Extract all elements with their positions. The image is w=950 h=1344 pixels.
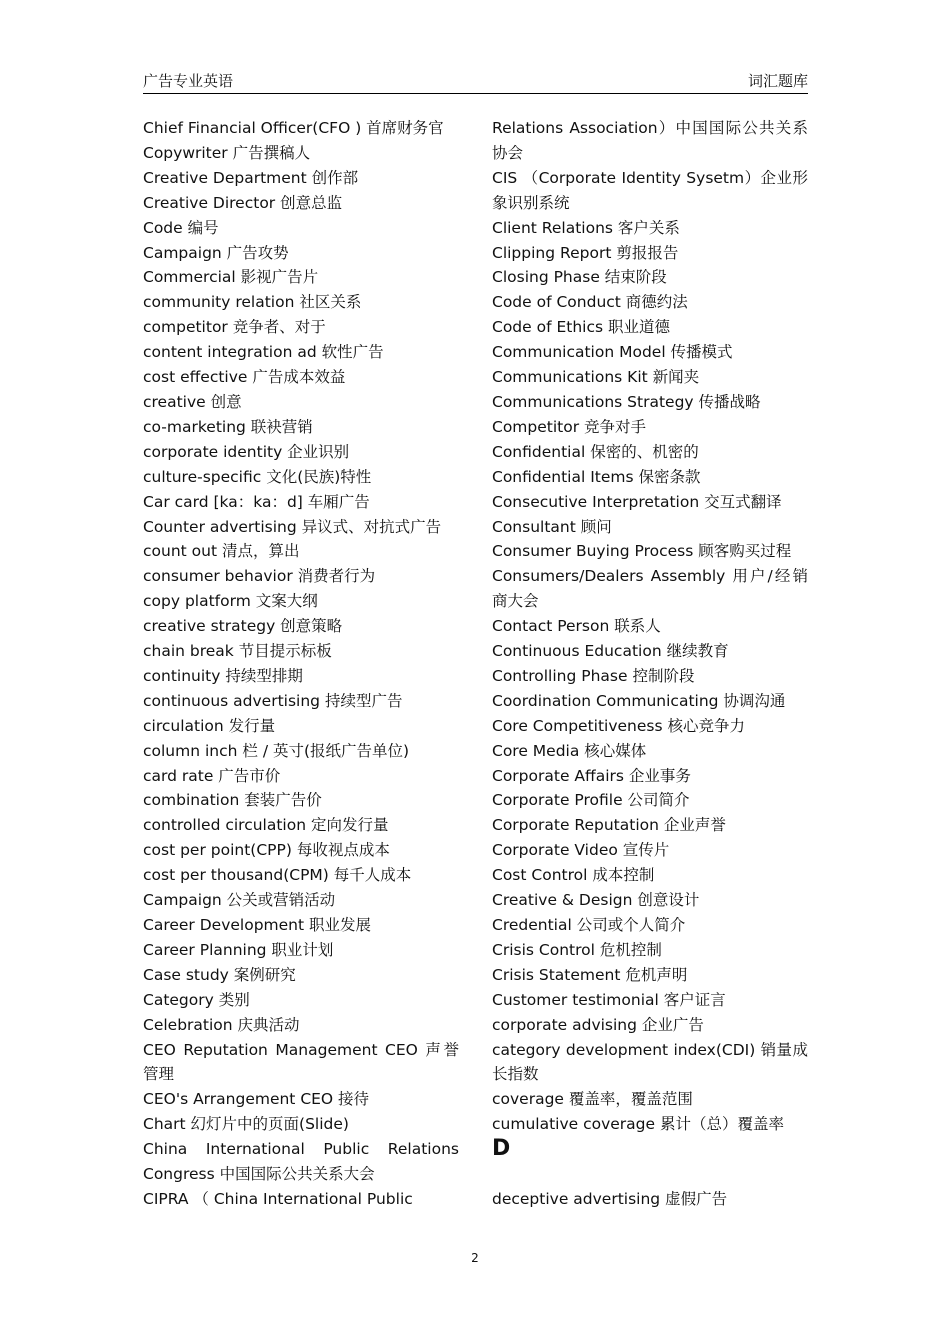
header-divider — [143, 93, 808, 94]
glossary-entry: CEO Reputation Management CEO 声誉管理 — [143, 1040, 459, 1084]
glossary-entry: corporate identity 企业识别 — [143, 442, 350, 461]
glossary-entry: Case study 案例研究 — [143, 965, 296, 984]
glossary-entry: Cost Control 成本控制 — [492, 866, 655, 885]
glossary-entry: Confidential 保密的、机密的 — [492, 442, 699, 461]
glossary-entry: combination 套装广告价 — [143, 791, 322, 810]
glossary-entry: cost per point(CPP) 每收视点成本 — [143, 841, 390, 860]
glossary-entry: cumulative coverage 累计（总）覆盖率 — [492, 1115, 784, 1134]
glossary-entry: CIPRA （ China International Public — [143, 1189, 413, 1208]
glossary-entry: Contact Person 联系人 — [492, 617, 661, 636]
section-letter-d: D — [492, 1136, 511, 1162]
glossary-entry: Copywriter 广告撰稿人 — [143, 143, 311, 162]
glossary-entry: creative 创意 — [143, 392, 242, 411]
glossary-entry: column inch 栏 / 英寸(报纸广告单位) — [143, 741, 410, 760]
glossary-entry: controlled circulation 定向发行量 — [143, 816, 389, 835]
glossary-entry: Consumer Buying Process 顾客购买过程 — [492, 542, 792, 561]
glossary-entry: Creative Director 创意总监 — [143, 193, 343, 212]
left-column — [143, 116, 459, 1212]
right-column — [492, 116, 808, 1212]
glossary-entry: Closing Phase 结束阶段 — [492, 268, 667, 287]
glossary-entry: Crisis Statement 危机声明 — [492, 965, 688, 984]
glossary-entry: Confidential Items 保密条款 — [492, 467, 701, 486]
glossary-entry: Credential 公司或个人简介 — [492, 916, 686, 934]
glossary-entry: Creative Department 创作部 — [143, 168, 359, 187]
header-section: 词汇题库 — [747, 72, 808, 90]
glossary-entry: Campaign 广告攻势 — [143, 243, 289, 262]
glossary-entry: Consumers/Dealers Assembly 用户/经销商大会 — [492, 567, 808, 611]
glossary-entry: Commercial 影视广告片 — [143, 268, 319, 287]
glossary-entry: continuous advertising 持续型广告 — [143, 691, 403, 710]
glossary-entry: circulation 发行量 — [143, 716, 276, 735]
glossary-entry: Career Planning 职业计划 — [143, 940, 334, 959]
glossary-entry: coverage 覆盖率，覆盖范围 — [492, 1090, 693, 1109]
glossary-entry: Communications Kit 新闻夹 — [492, 368, 700, 387]
glossary-entry: culture-specific 文化(民族)特性 — [143, 467, 372, 486]
glossary-entry: continuity 持续型排期 — [143, 666, 303, 685]
header-title: 广告专业英语 — [143, 72, 234, 90]
glossary-entry: Core Competitiveness 核心竞争力 — [492, 716, 745, 735]
glossary-entry: Chief Financial Officer(CFO ) 首席财务官 — [143, 119, 444, 137]
glossary-entry: category development index(CDI) 销量成长指数 — [492, 1040, 808, 1084]
glossary-entry: Corporate Video 宣传片 — [492, 841, 670, 860]
glossary-entry: Campaign 公关或营销活动 — [143, 891, 336, 910]
glossary-entry: Clipping Report 剪报报告 — [492, 243, 679, 262]
glossary-entry: card rate 广告市价 — [143, 766, 281, 785]
glossary-entry: Communications Strategy 传播战略 — [492, 392, 761, 411]
glossary-entry: cost effective 广告成本效益 — [143, 368, 346, 387]
glossary-entry: Client Relations 客户关系 — [492, 218, 680, 237]
glossary-entry: co-marketing 联袂营销 — [143, 417, 313, 436]
glossary-entry: Creative & Design 创意设计 — [492, 891, 700, 910]
glossary-entry: Continuous Education 继续教育 — [492, 642, 729, 661]
glossary-entry: Core Media 核心媒体 — [492, 741, 647, 760]
glossary-entry: count out 清点，算出 — [143, 542, 300, 561]
glossary-entry: Crisis Control 危机控制 — [492, 940, 662, 959]
glossary-entry: Chart 幻灯片中的页面(Slide) — [143, 1115, 349, 1134]
glossary-entry: copy platform 文案大纲 — [143, 592, 318, 611]
glossary-entry: creative strategy 创意策略 — [143, 617, 343, 636]
glossary-entry: Car card [ka：ka：d] 车厢广告 — [143, 492, 370, 511]
glossary-entry: Coordination Communicating 协调沟通 — [492, 691, 786, 710]
glossary-entry: corporate advising 企业广告 — [492, 1015, 704, 1034]
glossary-entry: Consultant 顾问 — [492, 517, 612, 536]
glossary-entry: Code 编号 — [143, 218, 219, 237]
glossary-entry: consumer behavior 消费者行为 — [143, 567, 376, 586]
glossary-entry: CIS （Corporate Identity Sysetm）企业形象识别系统 — [492, 168, 808, 212]
glossary-entry: CEO's Arrangement CEO 接待 — [143, 1090, 370, 1109]
glossary-entry: chain break 节目提示标板 — [143, 642, 332, 661]
glossary-entry: community relation 社区关系 — [143, 293, 362, 312]
page-number: 2 — [471, 1251, 479, 1265]
glossary-entry: Customer testimonial 客户证言 — [492, 990, 726, 1009]
glossary-entry: Career Development 职业发展 — [143, 916, 371, 934]
glossary-entry: Corporate Profile 公司简介 — [492, 791, 690, 810]
glossary-entry: Relations Association）中国国际公共关系协会 — [492, 119, 808, 162]
glossary-entry: cost per thousand(CPM) 每千人成本 — [143, 866, 412, 885]
glossary-entry: Controlling Phase 控制阶段 — [492, 666, 695, 685]
glossary-entry: Code of Conduct 商德约法 — [492, 293, 688, 312]
glossary-entry: Corporate Reputation 企业声誉 — [492, 816, 726, 835]
glossary-entry: content integration ad 软性广告 — [143, 343, 384, 362]
glossary-entry: Code of Ethics 职业道德 — [492, 318, 671, 337]
right-column-d-entries — [492, 1187, 808, 1212]
glossary-entry: competitor 竞争者、对于 — [143, 318, 326, 337]
glossary-entry: Counter advertising 异议式、对抗式广告 — [143, 517, 442, 536]
glossary-entry: Communication Model 传播模式 — [492, 343, 733, 362]
glossary-entry: Celebration 庆典活动 — [143, 1015, 300, 1034]
right-column-entries — [492, 116, 808, 1137]
glossary-entry: Consecutive Interpretation 交互式翻译 — [492, 492, 782, 511]
glossary-entry: Category 类别 — [143, 990, 250, 1009]
glossary-entry: Corporate Affairs 企业事务 — [492, 766, 691, 785]
glossary-entry: Competitor 竞争对手 — [492, 417, 647, 436]
glossary-entry: China International Public Relations Congress 中国国际公共关系大会 — [143, 1140, 459, 1184]
glossary-entry: deceptive advertising 虚假广告 — [492, 1189, 728, 1208]
